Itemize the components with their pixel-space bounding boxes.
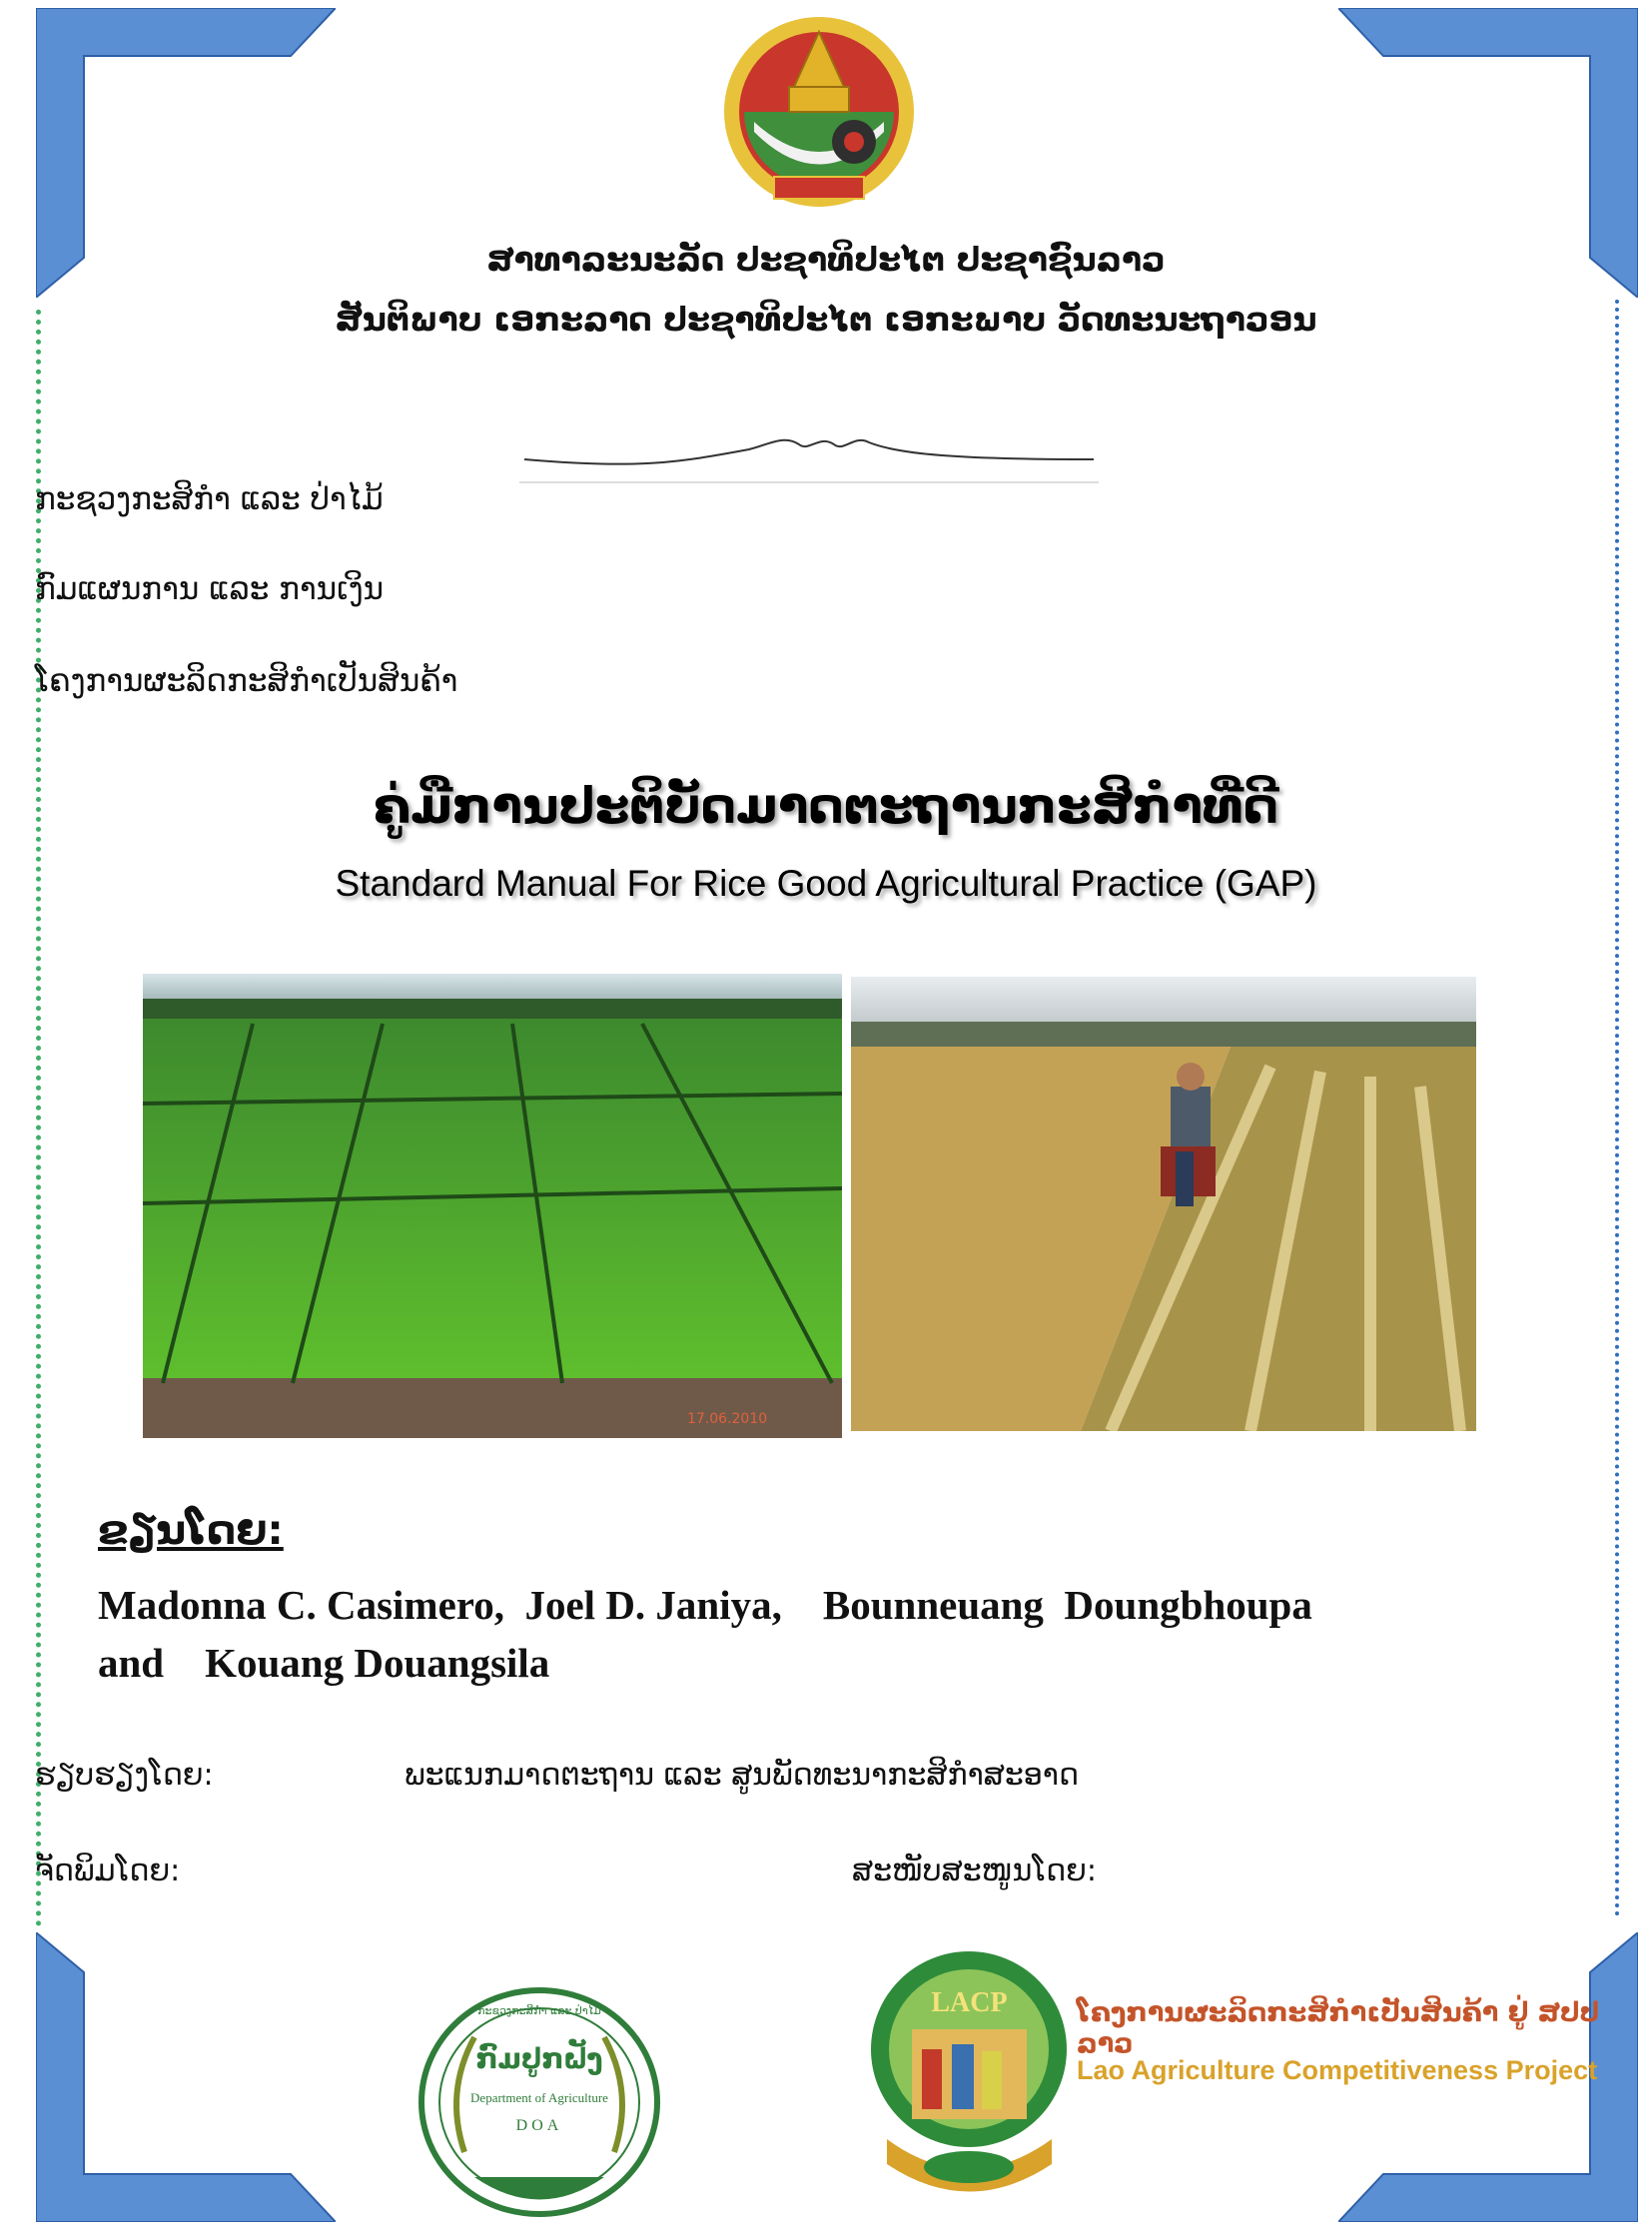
lacp-logo [867,1939,1072,2209]
motto-line: ສັນຕິພາບ ເອກະລາດ ປະຊາທິປະໄຕ ເອກະພາບ ວັດທະນະຖາວອນ [335,300,1317,339]
authors-line-1: Madonna C. Casimero, Joel D. Janiya, Bounneuang Doungbhoupa [98,1582,1312,1628]
corner-bottom-left [36,1932,336,2222]
edited-by-label: ຮຽບຮຽງໂດຍ: [35,1758,214,1793]
doa-logo [414,1982,664,2222]
edited-by-value: ພະແນກມາດຕະຖານ ແລະ ສູນພັດທະນາກະສິກຳສະອາດ [405,1758,1080,1793]
photo-date-stamp: 17.06.2010 [687,1411,768,1427]
rice-harvest-photo [851,977,1476,1431]
rice-seedling-photo [143,974,842,1438]
department-line: ກົມແຜນການ ແລະ ການເງິນ [35,571,385,607]
doa-logo-english-name: Department of Agriculture [470,2090,608,2105]
authors-line-2: and Kouang Douangsila [98,1640,550,1686]
doa-logo-lao-name: ກົມປູກຝັງ [475,2042,603,2075]
national-emblem [694,12,944,216]
right-dotted-border [1615,300,1619,1917]
doa-logo-abbr: DOA [515,2117,563,2134]
supported-by-label: ສະໜັບສະໜູນໂດຍ: [852,1854,1097,1888]
lacp-english-name: Lao Agriculture Competitiveness Project [1077,2055,1598,2085]
printed-by-label: ຈັດພິມໂດຍ: [35,1854,181,1888]
lacp-lao-name: ໂຄງການຜະລິດກະສິກຳເປັນສິນຄ້າ ຢູ່ ສປປ ລາວ [1077,1997,1600,2059]
ornament-divider [519,414,1099,488]
country-line: ສາທາລະນະລັດ ປະຊາທິປະໄຕ ປະຊາຊົນລາວ [486,240,1166,279]
title-lao: ຄູ່ມືການປະຕິບັດມາດຕະຖານກະສິກຳທີ່ດີ [373,777,1279,835]
lacp-logo-abbr: LACP [931,1987,1008,2018]
left-dotted-border [36,310,41,1927]
ministry-line: ກະຊວງກະສິກຳ ແລະ ປ່າໄມ້ [35,481,384,517]
written-by-label: ຂຽນໂດຍ: [98,1506,284,1554]
doa-logo-top-text: ກະຊວງກະສິກຳ ແລະ ປ່າໄມ້ [477,2004,601,2017]
project-line: ໂຄງການຜະລິດກະສິກຳເປັນສິນຄ້າ [35,663,458,699]
title-english: Standard Manual For Rice Good Agricultural Practice (GAP) [335,863,1317,904]
